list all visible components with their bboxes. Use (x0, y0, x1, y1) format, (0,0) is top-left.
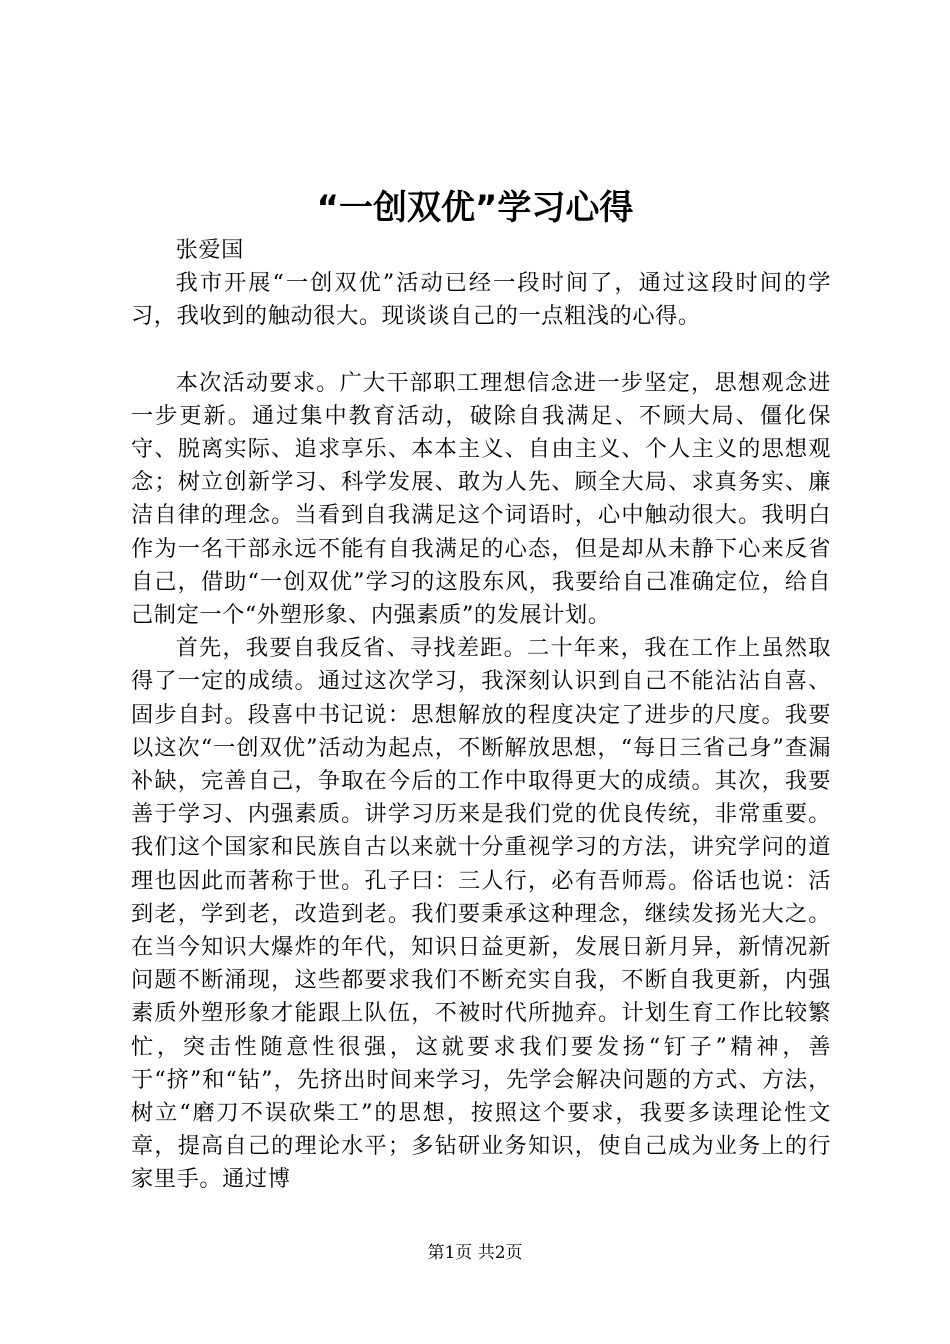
document-title: “一创双优”学习心得 (316, 188, 634, 228)
author-name: 张爱国 (175, 237, 244, 263)
paragraph-intro: 我市开展“一创双优”活动已经一段时间了，通过这段时间的学习，我收到的触动很大。现谈谈自己的一点粗浅的心得。 (131, 270, 831, 330)
document-body (131, 234, 831, 1197)
paragraph-plan: 首先，我要自我反省、寻找差距。二十年来，我在工作上虽然取得了一定的成绩。通过这次学习，我深刻认识到自己不能沾沾自喜、固步自封。段喜中书记说：思想解放的程度决定了进步的尺度。我要以这次“一创双优”活动为起点，不断解放思想，“每日三省己身”查漏补缺，完善自己，争取在今后的工作中取得更大的成绩。其次，我要善于学习、内强素质。讲学习历来是我们党的优良传统，非常重要。我们这个国家和民族自古以来就十分重视学习的方法，讲究学问的道理也因此而著称于世。孔子曰：三人行，必有吾师焉。俗话也说：活到老，学到老，改造到老。我们要秉承这种理念，继续发扬光大之。在当今知识大爆炸的年代，知识日益更新，发展日新月异，新情况新问题不断涌现，这些都要求我们不断充实自我，不断自我更新，内强素质外塑形象才能跟上队伍，不被时代所抛弃。计划生育工作比较繁忙，突击性随意性很强，这就要求我们要发扬“钉子”精神，善于“挤”和“钻”，先挤出时间来学习，先学会解决问题的方式、方法，树立“磨刀不误砍柴工”的思想，按照这个要求，我要多读理论性文章，提高自己的理论水平；多钻研业务知识，使自己成为业务上的行家里手。通过博 (131, 635, 831, 1193)
paragraph-requirements: 本次活动要求。广大干部职工理想信念进一步坚定，思想观念进一步更新。通过集中教育活动，破除自我满足、不顾大局、僵化保守、脱离实际、追求享乐、本本主义、自由主义、个人主义的思想观念；树立创新学习、科学发展、敢为人先、顾全大局、求真务实、廉洁自律的理念。当看到自我满足这个词语时，心中触动很大。我明白作为一名干部永远不能有自我满足的心态，但是却从未静下心来反省自己，借助“一创双优”学习的这股东风，我要给自己准确定位，给自己制定一个“外塑形象、内强素质”的发展计划。 (131, 369, 831, 629)
page-footer: 第1页 共2页 (427, 1243, 523, 1263)
